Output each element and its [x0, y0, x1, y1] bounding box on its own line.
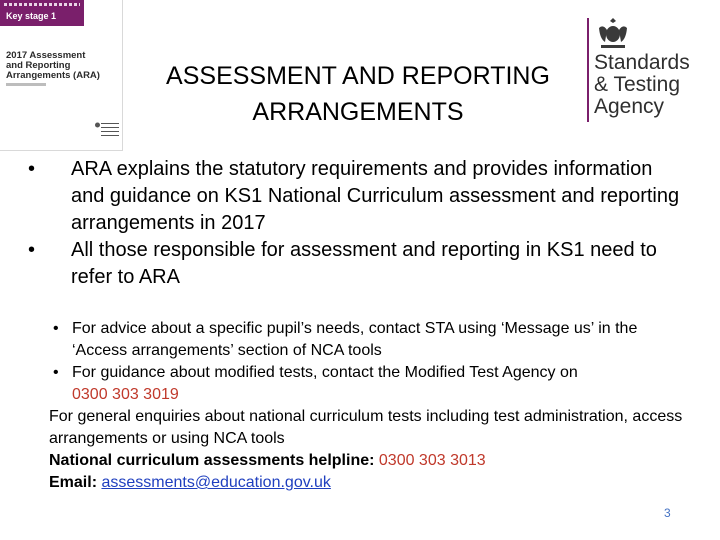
cover-keystage-label: Key stage 1	[6, 11, 57, 21]
slide-title-line1: ASSESSMENT AND REPORTING	[166, 62, 550, 90]
email-link[interactable]: assessments@education.gov.uk	[101, 474, 331, 491]
logo-line1: Standards	[594, 51, 690, 74]
sub-bullet-list	[49, 318, 689, 406]
main-bullet-text: ARA explains the statutory requirements and provides information and guidance on KS1 National Curriculum assessment and reporting arrangements in 2017	[71, 158, 680, 234]
cover-date-line	[6, 83, 46, 86]
bullet-icon: •	[28, 158, 36, 180]
email-line	[49, 472, 689, 494]
cover-title-line1: 2017 Assessment	[6, 50, 86, 61]
logo-divider	[587, 18, 589, 122]
main-bullet-item	[28, 237, 688, 291]
general-enquiries-text: For general enquiries about national curriculum tests including test administration, access arrangements or using NCA tools	[49, 408, 683, 447]
logo-wordmark	[594, 52, 690, 118]
logo-line2: & Testing	[594, 73, 680, 96]
cover-agency-text	[101, 123, 119, 139]
sub-bullet-text: For advice about a specific pupil’s needs, contact STA using ‘Message us’ in the ‘Access arrangements’ section of NCA tools	[72, 320, 638, 359]
bullet-icon: •	[28, 239, 36, 261]
main-bullet-text: All those responsible for assessment and reporting in KS1 need to refer to ARA	[71, 239, 657, 288]
main-bullet-item	[28, 156, 688, 237]
sub-bullet-item	[49, 318, 689, 362]
main-bullet-list	[28, 156, 688, 291]
cover-small-print	[4, 3, 80, 6]
cover-crest-icon	[94, 122, 101, 128]
email-label: Email:	[49, 474, 98, 491]
modified-test-agency-phone: 0300 303 3019	[72, 386, 179, 403]
royal-crest-icon	[595, 16, 631, 50]
cover-title-line3: Arrangements (ARA)	[6, 70, 100, 81]
ara-cover-thumbnail	[0, 0, 123, 151]
slide-title-line2: ARRANGEMENTS	[252, 98, 464, 126]
sub-bullet-item	[49, 362, 689, 406]
cover-title	[6, 51, 120, 81]
helpline-label: National curriculum assessments helpline:	[49, 452, 375, 469]
contact-info-block	[49, 318, 689, 494]
helpline-phone: 0300 303 3013	[378, 452, 486, 469]
page-number: 3	[664, 506, 671, 520]
cover-title-line2: and Reporting	[6, 60, 71, 71]
slide-title	[148, 58, 568, 130]
helpline-line	[49, 450, 689, 472]
sub-bullet-text: For guidance about modified tests, contact the Modified Test Agency on	[72, 364, 578, 381]
logo-line3: Agency	[594, 95, 665, 118]
bullet-icon: •	[53, 320, 59, 337]
bullet-icon: •	[53, 364, 59, 381]
